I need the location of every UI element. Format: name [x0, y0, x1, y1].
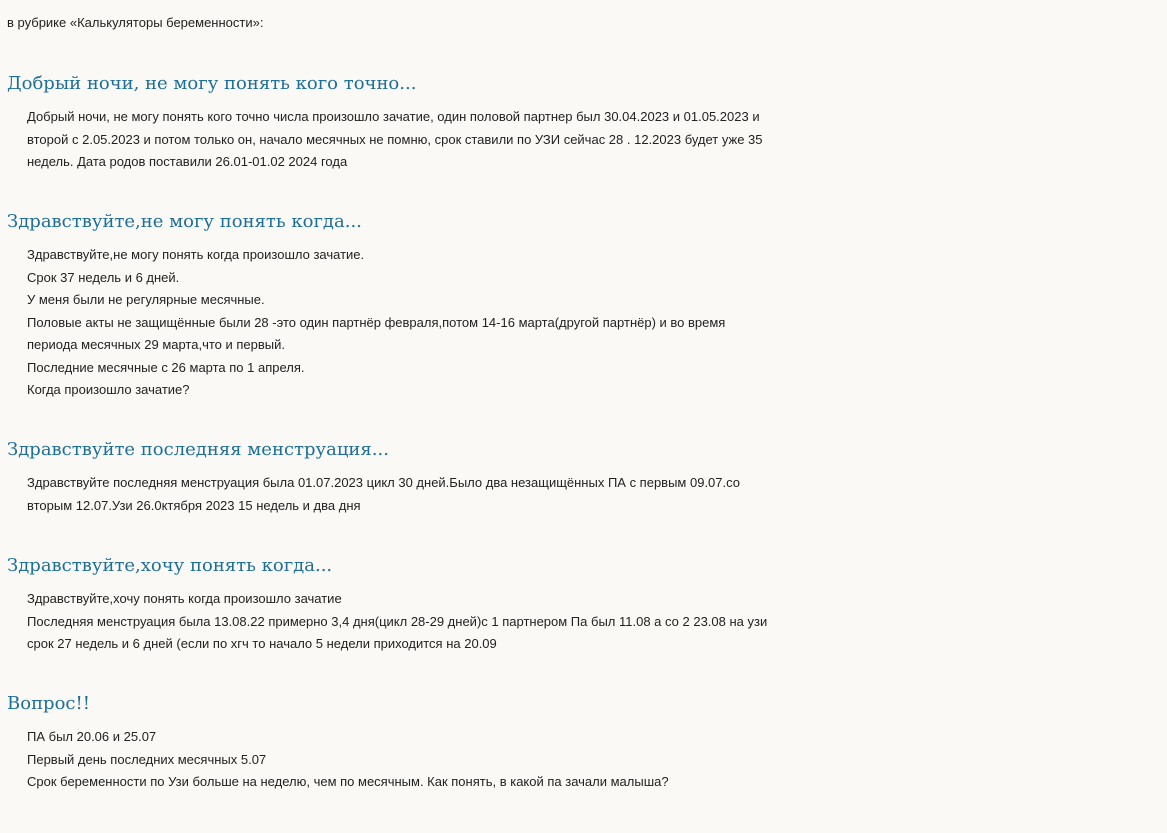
post-text-line: недель. Дата родов поставили 26.01-01.02 2024 года: [27, 154, 348, 169]
post-text-line: Срок беременности по Узи больше на неделю, чем по месячным. Как понять, в какой па зачали малыша?: [27, 774, 669, 789]
post-title-link[interactable]: Здравствуйте,не могу понять когда...: [7, 211, 362, 232]
post-text-line: У меня были не регулярные месячные.: [27, 292, 265, 307]
post-text-line: периода месячных 29 марта,что и первый.: [27, 337, 286, 352]
post-text-line: Последние месячные с 26 марта по 1 апреля.: [27, 359, 305, 375]
post-text-line: срок 27 недель и 6 дней (если по хгч то начало 5 недели приходится на 20.09: [27, 636, 497, 651]
post-text-line: Срок 37 недель и 6 дней.: [27, 269, 180, 285]
post-title-link[interactable]: Здравствуйте последняя менструация...: [7, 439, 389, 460]
post-body: [7, 472, 807, 517]
post-text-line: второй с 2.05.2023 и потом только он, начало месячных не помню, срок ставили по УЗИ сейчас 28 . 12.2023 будет уже 35: [27, 131, 763, 147]
post-body: [7, 106, 807, 174]
post-body: [7, 244, 807, 402]
post-title-link[interactable]: Здравствуйте,хочу понять когда...: [7, 555, 333, 576]
post-text-line: Половые акты не защищённые были 28 -это один партнёр февраля,потом 14-16 марта(другой партнёр) и во время: [27, 314, 726, 330]
post-text-line: Здравствуйте,хочу понять когда произошло зачатие: [27, 591, 342, 606]
post-text-line: Здравствуйте,не могу понять когда произошло зачатие.: [27, 247, 365, 262]
post-text-line: Первый день последних месячных 5.07: [27, 751, 267, 767]
post-title-link[interactable]: Добрый ночи, не могу понять кого точно...: [7, 73, 417, 94]
post-body: [7, 726, 807, 794]
post-body: [7, 588, 807, 656]
post-text-line: Когда произошло зачатие?: [27, 382, 190, 397]
post-text-line: Добрый ночи, не могу понять кого точно числа произошло зачатие, один половой партнер был 30.04.2023 и 01.05.2023 и: [27, 109, 760, 124]
post-text-line: Последняя менструация была 13.08.22 примерно 3,4 дня(цикл 28-29 дней)с 1 партнером Па был 11.08 а со 2 23.08 на узи: [27, 613, 768, 629]
post-text-line: Здравствуйте последняя менструация была 01.07.2023 цикл 30 дней.Было два незащищённых ПА с первым 09.07.со: [27, 475, 741, 490]
post-title-link[interactable]: Вопрос!!: [7, 693, 90, 714]
post-text-line: вторым 12.07.Узи 26.0ктября 2023 15 недель и два дня: [27, 497, 361, 513]
rubric-label: в рубрике «Калькуляторы беременности»:: [7, 15, 264, 30]
post-text-line: ПА был 20.06 и 25.07: [27, 729, 157, 744]
